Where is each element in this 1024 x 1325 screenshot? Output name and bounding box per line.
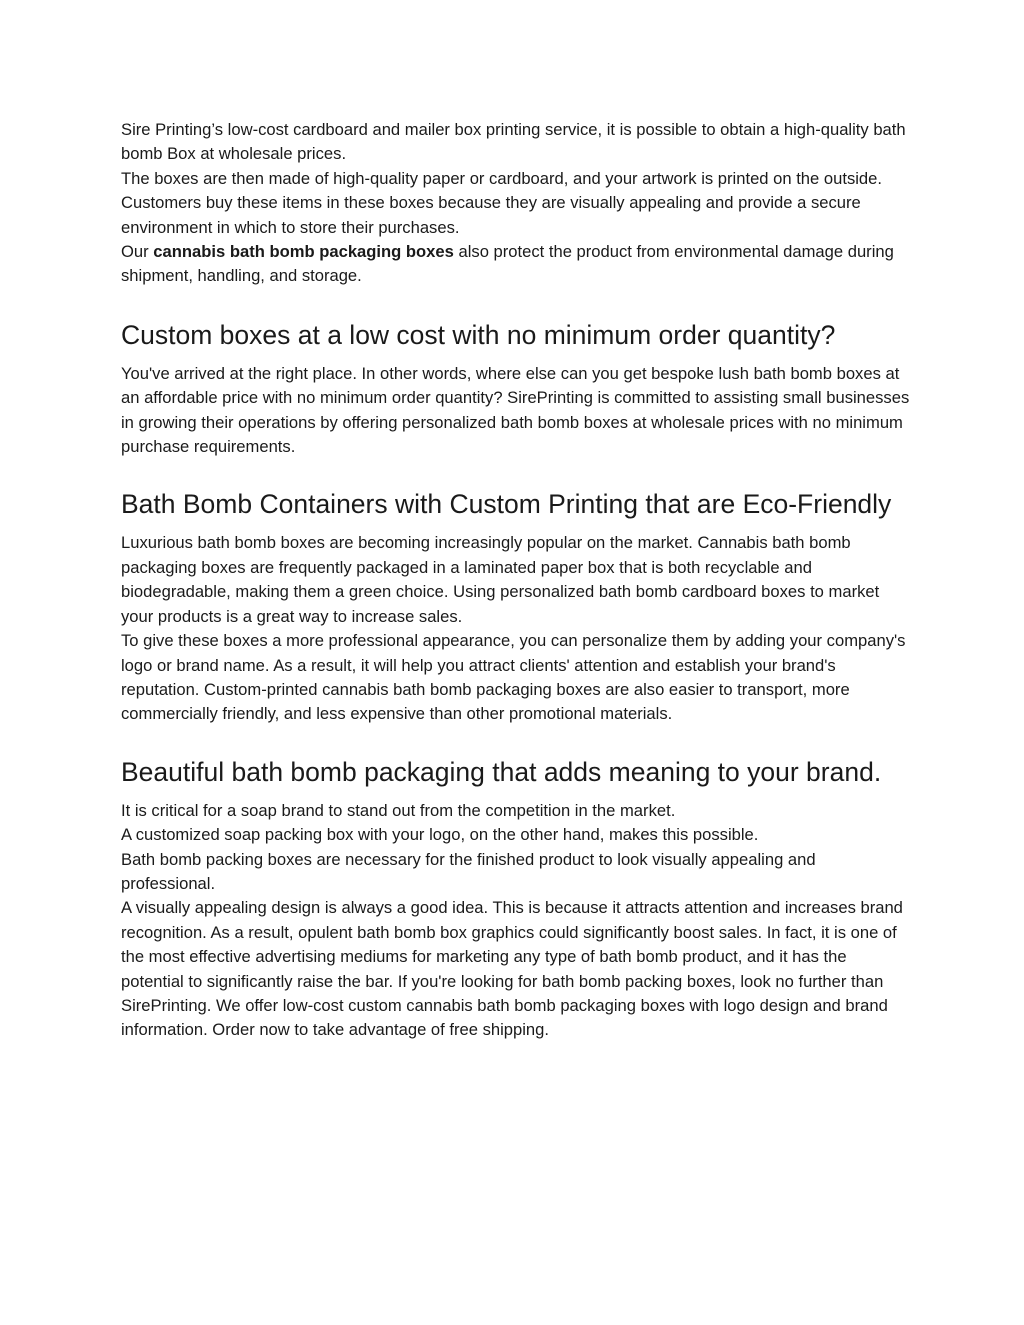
section3-paragraph-2: A customized soap packing box with your logo, on the other hand, makes this possible. — [121, 825, 759, 845]
section-heading-custom-boxes: Custom boxes at a low cost with no minimum order quantity? — [121, 319, 836, 350]
section3-paragraph-4: A visually appealing design is always a good idea. This is because it attracts attention and increases brand recognition. As a result, opulent bath bomb box graphics could significantly boost sales. In fact, it is one of the most effective advertising mediums for marketing any type of bath bomb product, and it has the potential to significantly raise the bar. If you're looking for bath bomb packing boxes, look no further than SirePrinting. We offer low-cost custom cannabis bath bomb packaging boxes with logo design and brand information. Order now to take advantage of free shipping. — [121, 898, 903, 1040]
document-page — [121, 118, 911, 1043]
section-heading-eco-friendly: Bath Bomb Containers with Custom Printing that are Eco-Friendly — [121, 489, 892, 520]
section2-paragraph-2: To give these boxes a more professional appearance, you can personalize them by adding your company's logo or brand name. As a result, it will help you attract clients' attention and establish your brand's reputation. Custom-printed cannabis bath bomb packaging boxes are also easier to transport, more commercially friendly, and less expensive than other promotional materials. — [121, 631, 906, 724]
section-heading-beautiful-packaging: Beautiful bath bomb packaging that adds meaning to your brand. — [121, 756, 882, 787]
intro-section — [121, 118, 911, 289]
section1-paragraph-1: You've arrived at the right place. In other words, where else can you get bespoke lush bath bomb boxes at an affordable price with no minimum order quantity? SirePrinting is committed to assisting small businesses in growing their operations by offering personalized bath bomb boxes at wholesale prices with no minimum purchase requirements. — [121, 363, 910, 457]
section2-paragraph-1: Luxurious bath bomb boxes are becoming increasingly popular on the market. Cannabis bath bomb packaging boxes are frequently packaged in a laminated paper box that is both recyclable and biodegradable, making them a green choice. Using personalized bath bomb cardboard boxes to market your products is a great way to increase sales. — [121, 533, 880, 626]
intro-paragraph-3-bold: cannabis bath bomb packaging boxes — [153, 242, 454, 262]
intro-paragraph-1: Sire Printing’s low-cost cardboard and mailer box printing service, it is possible to obtain a high-quality bath bomb Box at wholesale prices. — [121, 120, 906, 164]
intro-paragraph-3 — [121, 240, 911, 289]
intro-paragraph-3-suffix: also protect the product from environmental damage during shipment, handling, and storage. — [121, 242, 894, 286]
section3-paragraph-1: It is critical for a soap brand to stand out from the competition in the market. — [121, 800, 676, 820]
section3-paragraph-3: Bath bomb packing boxes are necessary for the finished product to look visually appealing and professional. — [121, 849, 816, 893]
intro-paragraph-3-prefix: Our — [121, 242, 154, 262]
intro-paragraph-2: The boxes are then made of high-quality paper or cardboard, and your artwork is printed on the outside. Customers buy these items in these boxes because they are visually appealing and provide a secure environment in which to store their purchases. — [121, 168, 882, 237]
